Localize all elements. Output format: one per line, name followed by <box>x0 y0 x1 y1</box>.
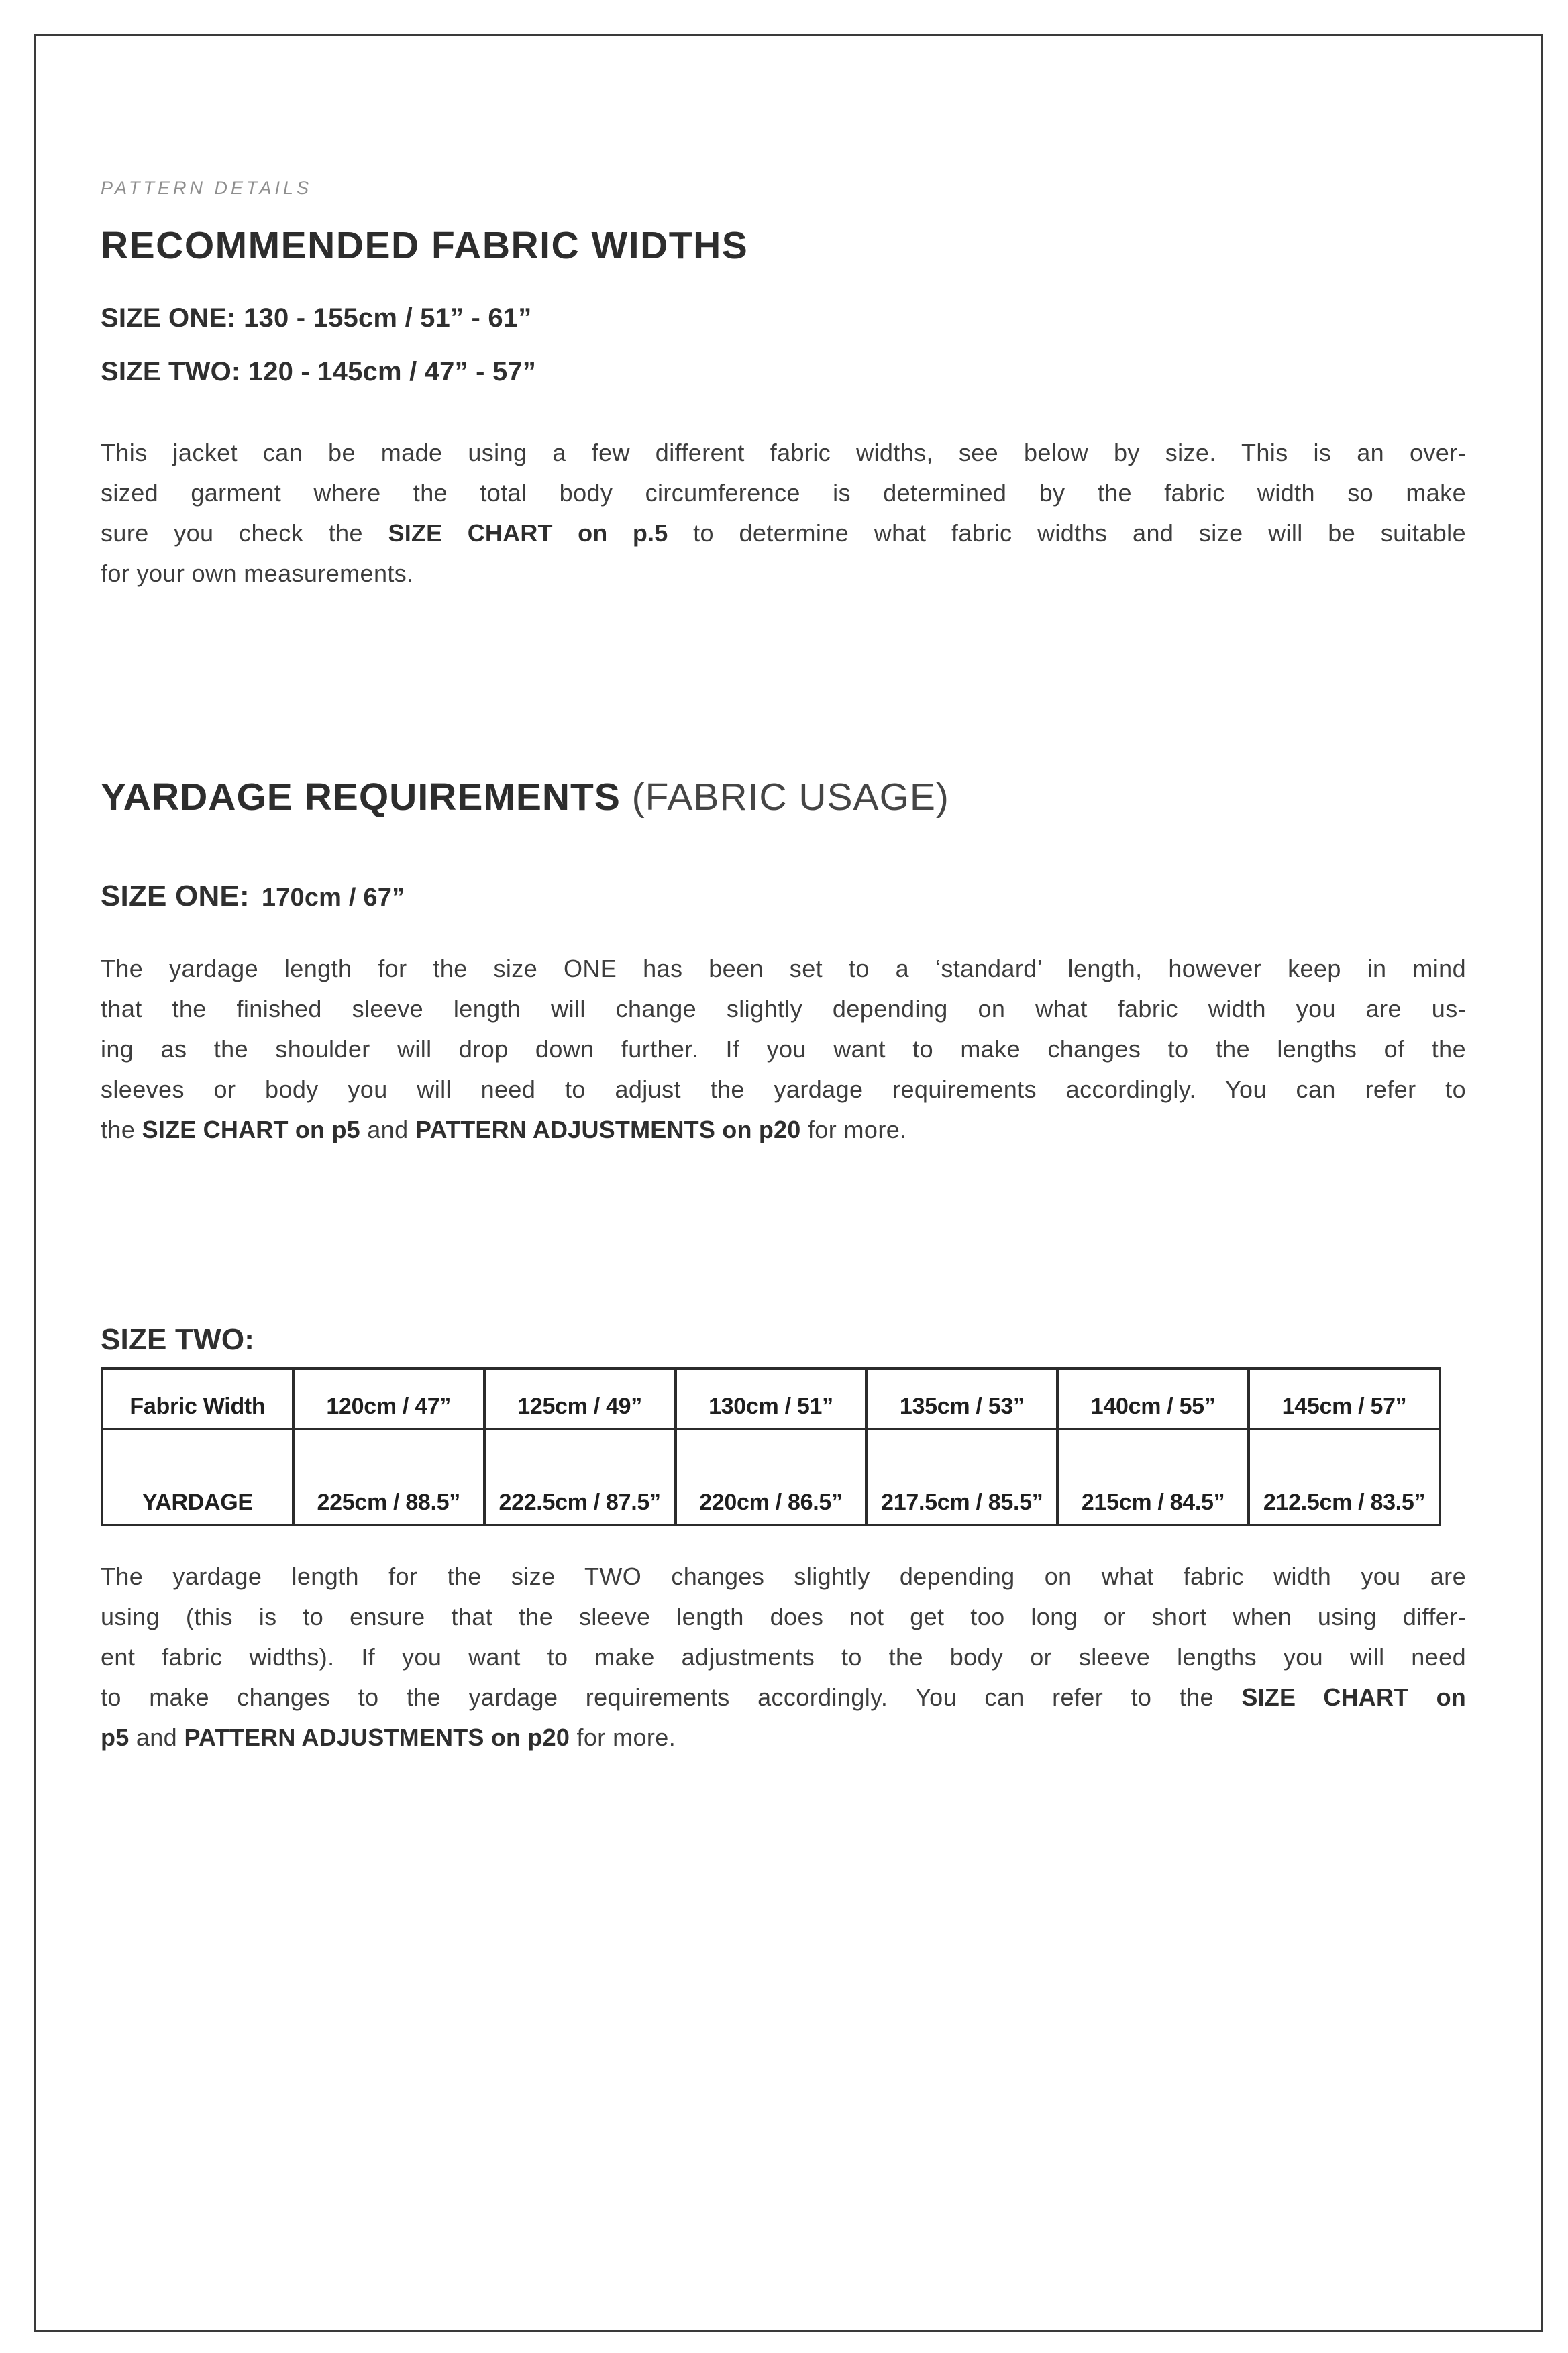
size-one-yardage-value: 170cm / 67” <box>261 884 405 912</box>
body-text-run: for more. <box>800 1116 907 1143</box>
body-text-run: the <box>101 1116 142 1143</box>
table-header-width-option: 120cm / 47” <box>293 1369 484 1429</box>
paragraph-line <box>101 554 1466 594</box>
table-header-fabric-width: Fabric Width <box>102 1369 293 1429</box>
body-text-run: using (this is to ensure that the sleeve length does not get too long or short when using differ- <box>101 1603 1466 1630</box>
body-text-run: The yardage length for the size TWO changes slightly depending on what fabric width you are <box>101 1563 1466 1590</box>
yardage-requirements-title-bold: YARDAGE REQUIREMENTS <box>101 776 621 819</box>
bold-reference-text: SIZE CHART on p5 <box>142 1116 360 1143</box>
bold-reference-text: SIZE CHART on p.5 <box>388 519 668 547</box>
size-two-fabric-width-line: SIZE TWO: 120 - 145cm / 47” - 57” <box>101 357 537 386</box>
body-text-run: for more. <box>570 1724 676 1751</box>
yardage-table <box>101 1367 1441 1526</box>
paragraph-line <box>101 1637 1466 1677</box>
body-text-run: sleeves or body you will need to adjust the yardage requirements accordingly. You can refer to <box>101 1076 1466 1103</box>
bold-reference-text: PATTERN ADJUSTMENTS on p20 <box>184 1724 570 1751</box>
fabric-usage-title-light: (FABRIC USAGE) <box>620 776 949 819</box>
table-yardage-value: 212.5cm / 83.5” <box>1249 1429 1440 1525</box>
table-yardage-value: 222.5cm / 87.5” <box>484 1429 676 1525</box>
table-yardage-value: 217.5cm / 85.5” <box>866 1429 1057 1525</box>
body-text-run: for your own measurements. <box>101 560 414 587</box>
bold-reference-text: PATTERN ADJUSTMENTS on p20 <box>415 1116 801 1143</box>
body-text-run: ing as the shoulder will drop down further. If you want to make changes to the lengths of the <box>101 1035 1466 1063</box>
bold-reference-text: SIZE CHART on <box>1241 1683 1466 1711</box>
paragraph-line <box>101 1029 1466 1069</box>
section-title-yardage-requirements <box>101 775 1466 819</box>
yardage-table-header-row <box>102 1369 1440 1429</box>
body-text-run: and <box>360 1116 415 1143</box>
paragraph-line <box>101 1677 1466 1718</box>
size-two-heading: SIZE TWO: <box>101 1323 255 1356</box>
paragraph-line <box>101 433 1466 473</box>
table-yardage-value: 225cm / 88.5” <box>293 1429 484 1525</box>
body-text-run: sure you check the <box>101 519 388 547</box>
paragraph-line <box>101 989 1466 1029</box>
paragraph-line <box>101 1718 1466 1758</box>
body-text-run: and <box>129 1724 185 1751</box>
size-one-label: SIZE ONE: <box>101 880 250 912</box>
table-header-width-option: 130cm / 51” <box>676 1369 867 1429</box>
table-row-label-yardage: YARDAGE <box>102 1429 293 1525</box>
paragraph-line <box>101 513 1466 554</box>
paragraph-line <box>101 949 1466 989</box>
paragraph-line <box>101 473 1466 513</box>
size-one-fabric-width-line: SIZE ONE: 130 - 155cm / 51” - 61” <box>101 303 532 333</box>
paragraph-line <box>101 1110 1466 1150</box>
body-text-run: This jacket can be made using a few different fabric widths, see below by size. This is an over- <box>101 439 1466 466</box>
page-content <box>101 0 1466 1758</box>
table-header-width-option: 145cm / 57” <box>1249 1369 1440 1429</box>
paragraph-line <box>101 1597 1466 1637</box>
table-yardage-value: 220cm / 86.5” <box>676 1429 867 1525</box>
body-text-run: ent fabric widths). If you want to make adjustments to the body or sleeve lengths you will need <box>101 1643 1466 1671</box>
paragraph-line <box>101 1557 1466 1597</box>
body-text-run: to determine what fabric widths and size will be suitable <box>668 519 1466 547</box>
body-text-run: The yardage length for the size ONE has been set to a ‘standard’ length, however keep in mind <box>101 955 1466 982</box>
eyebrow-pattern-details: PATTERN DETAILS <box>101 178 313 198</box>
table-yardage-value: 215cm / 84.5” <box>1057 1429 1249 1525</box>
body-text-run: to make changes to the yardage requirements accordingly. You can refer to the <box>101 1683 1242 1711</box>
body-text-run: sized garment where the total body circumference is determined by the fabric width so make <box>101 479 1466 507</box>
body-text-run: that the finished sleeve length will change slightly depending on what fabric width you are us- <box>101 995 1466 1023</box>
table-header-width-option: 140cm / 55” <box>1057 1369 1249 1429</box>
size-one-yardage-paragraph <box>101 949 1466 1150</box>
size-two-yardage-paragraph <box>101 1557 1466 1758</box>
paragraph-line <box>101 1069 1466 1110</box>
yardage-table-value-row <box>102 1429 1440 1525</box>
table-header-width-option: 135cm / 53” <box>866 1369 1057 1429</box>
fabric-widths-paragraph <box>101 433 1466 594</box>
section-title-recommended-fabric-widths: RECOMMENDED FABRIC WIDTHS <box>101 224 749 267</box>
size-one-yardage-line <box>101 878 1466 917</box>
bold-reference-text: p5 <box>101 1724 129 1751</box>
table-header-width-option: 125cm / 49” <box>484 1369 676 1429</box>
